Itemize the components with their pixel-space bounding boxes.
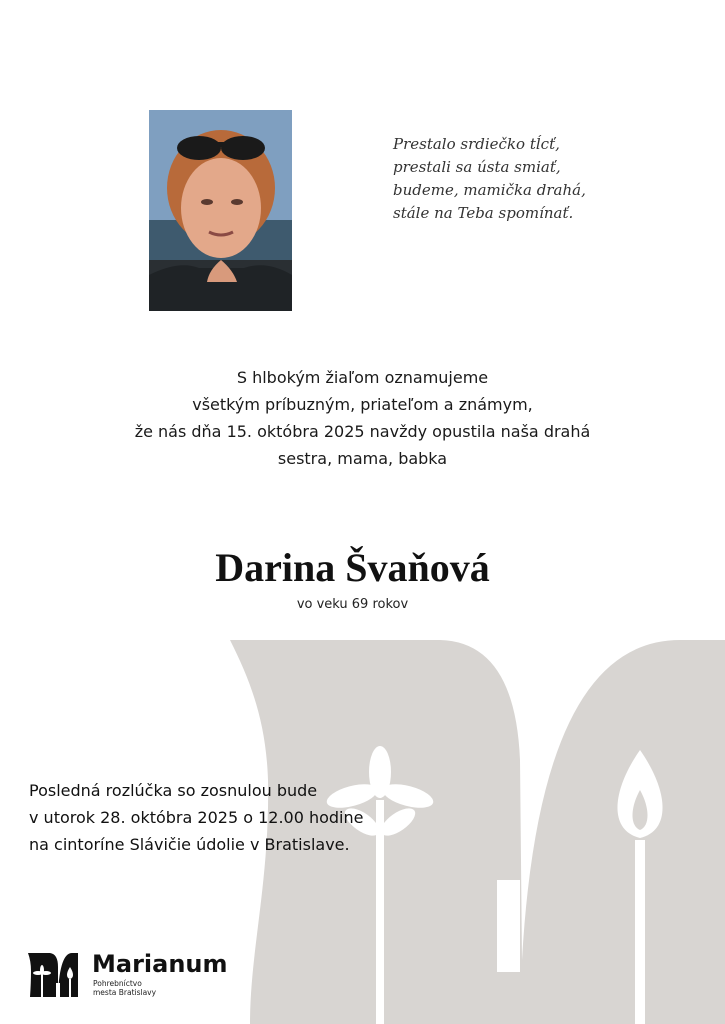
announcement-line: S hlbokým žiaľom oznamujeme xyxy=(236,368,489,387)
deceased-name: Darina Švaňová xyxy=(215,545,490,590)
brand-subtitle-line: Pohrebníctvo xyxy=(93,979,142,988)
announcement-line: sestra, mama, babka xyxy=(277,449,448,468)
brand-name: Marianum xyxy=(92,950,228,978)
portrait-photo xyxy=(149,110,292,311)
brand-subtitle xyxy=(93,979,156,997)
poem-line: prestali sa ústa smiať, xyxy=(393,158,561,176)
marianum-logo-icon xyxy=(28,953,78,997)
farewell-line: na cintoríne Slávičie údolie v Bratislave. xyxy=(29,835,350,854)
emblem-notch xyxy=(497,880,520,972)
poem-line: budeme, mamička drahá, xyxy=(393,181,586,199)
announcement-line: všetkým príbuzným, priateľom a známym, xyxy=(192,395,533,414)
poem-line: stále na Teba spomínať. xyxy=(393,204,574,222)
deceased-age: vo veku 69 rokov xyxy=(296,597,409,612)
poem-line: Prestalo srdiečko tĺcť, xyxy=(393,135,560,153)
brand-subtitle-line: mesta Bratislavy xyxy=(93,988,157,997)
announcement-line: že nás dňa 15. októbra 2025 navždy opustila naša drahá xyxy=(134,422,591,441)
farewell-line: Posledná rozlúčka so zosnulou bude xyxy=(29,781,318,800)
memorial-poem xyxy=(393,133,693,225)
farewell-line: v utorok 28. októbra 2025 o 12.00 hodine xyxy=(29,808,364,827)
funeral-details xyxy=(29,777,449,858)
death-announcement xyxy=(0,364,725,472)
